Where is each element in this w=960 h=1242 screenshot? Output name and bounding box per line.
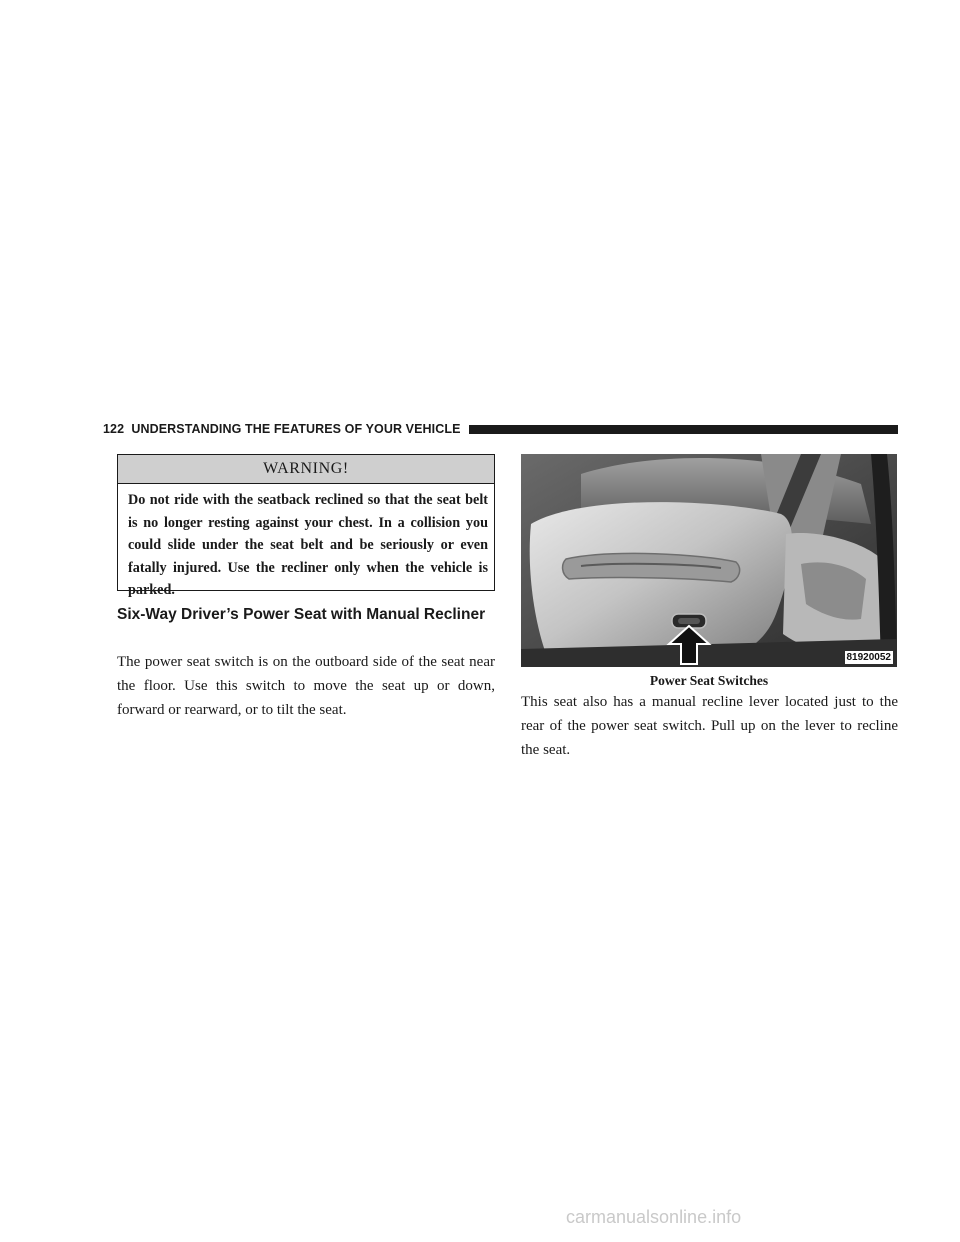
power-seat-paragraph: The power seat switch is on the outboard side of the seat near the floor. Use this switch to move the seat up or down, forward or rearward, or to tilt the seat.: [117, 654, 495, 718]
recline-paragraph: This seat also has a manual recline lever located just to the rear of the power seat switch. Pull up on the lever to recline the seat.: [521, 694, 898, 758]
seat-photo: [521, 454, 897, 667]
image-code: 81920052: [846, 652, 891, 663]
page-header: [103, 418, 898, 440]
warning-box: [117, 454, 495, 598]
header-text: [103, 422, 461, 436]
warning-title: WARNING!: [118, 455, 494, 484]
section-title: UNDERSTANDING THE FEATURES OF YOUR VEHICLE: [131, 422, 461, 436]
footer-watermark: carmanualsonline.info: [566, 1207, 742, 1227]
figure-caption: Power Seat Switches: [649, 673, 769, 688]
seat-illustration: [521, 454, 897, 667]
warning-body: Do not ride with the seatback reclined so that the seat belt is no longer resting against your chest. In a collision you could slide under the seat belt and be seriously or even fatally injured. Use the recliner only when the vehicle is parked.: [128, 492, 488, 598]
section-heading: Six-Way Driver’s Power Seat with Manual Recliner: [117, 606, 486, 623]
header-rule: [469, 425, 898, 434]
page-number: 122: [103, 422, 125, 436]
